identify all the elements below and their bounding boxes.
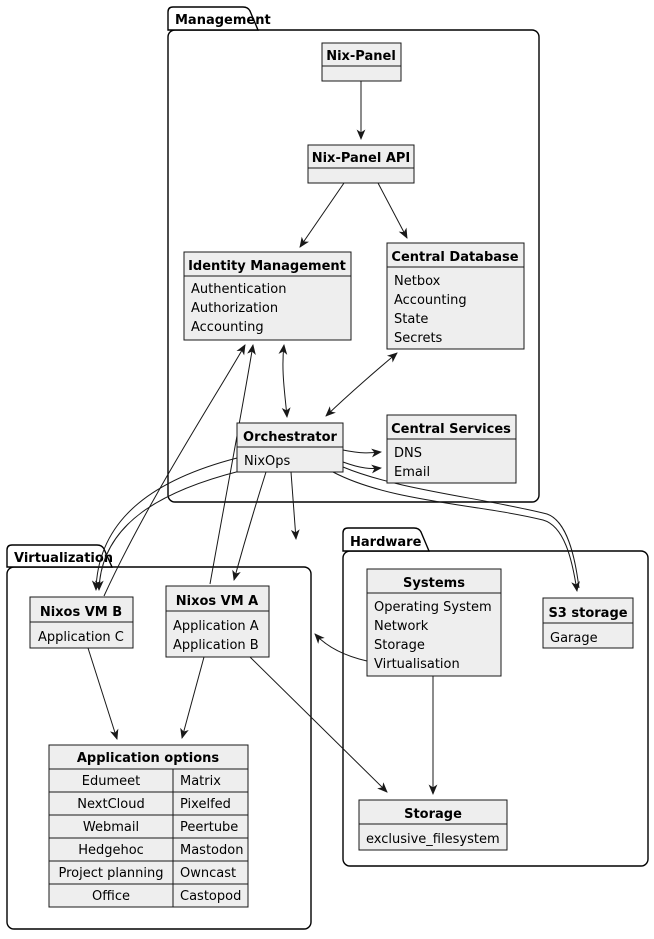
table-cell-text: Office [92,889,130,904]
table-cell-text: Webmail [82,820,140,835]
node-orchestrator [237,423,343,472]
node-nix-panel-api [308,145,414,183]
package-hardware-label: Hardware [350,535,422,550]
field: Application C [38,630,124,645]
table-cell-text: Project planning [58,866,164,881]
node-central-services-title: Central Services [391,422,511,437]
node-systems [367,569,501,676]
table-cell-text: Matrix [180,774,221,789]
node-s3-storage-title: S3 storage [548,606,628,621]
node-central-database-title: Central Database [391,250,519,265]
package-virtualization-label: Virtualization [14,551,114,566]
field: Network [374,619,429,634]
field: NixOps [244,454,291,469]
field: Email [394,465,431,480]
field: Storage [374,638,425,653]
node-nix-panel [322,43,401,81]
node-nixos-vm-b [30,597,133,648]
node-systems-title: Systems [403,576,465,591]
table-cell-text: Hedgehoc [78,843,144,858]
node-application-options-title: Application options [76,751,220,766]
node-storage-title: Storage [404,807,462,822]
node-nixos-vm-a [166,586,269,657]
field: Garage [550,631,598,646]
field: Operating System [374,600,492,615]
table-cell-text: Mastodon [180,843,244,858]
node-central-database [387,243,524,349]
node-application-options [49,745,248,907]
field: Authentication [191,282,287,297]
field: exclusive_filesystem [366,832,500,847]
node-s3-storage [543,598,633,648]
node-nixos-vm-a-title: Nixos VM A [175,594,259,609]
table-cell-text: Pixelfed [180,797,231,812]
field: Application A [173,619,259,634]
field: Application B [173,638,259,653]
node-nixos-vm-b-title: Nixos VM B [39,605,123,620]
table-cell-text: Owncast [180,866,237,881]
package-management-label: Management [175,13,271,28]
node-nix-panel-title: Nix-Panel [326,49,396,64]
field: DNS [394,446,422,461]
field: State [394,312,429,327]
field: Virtualisation [374,657,460,672]
node-nix-panel-api-title: Nix-Panel API [311,151,411,166]
node-identity-management [184,252,351,340]
node-identity-management-title: Identity Management [188,259,346,274]
node-storage [359,800,507,850]
table-cell-text: Peertube [180,820,239,835]
field: Netbox [394,274,441,289]
node-orchestrator-title: Orchestrator [243,430,337,445]
table-cell-text: NextCloud [77,797,145,812]
field: Authorization [191,301,279,316]
node-central-services [387,415,516,483]
table-cell-text: Edumeet [81,774,141,789]
table-cell-text: Castopod [180,889,242,904]
field: Secrets [394,331,443,346]
field: Accounting [191,320,264,335]
field: Accounting [394,293,467,308]
